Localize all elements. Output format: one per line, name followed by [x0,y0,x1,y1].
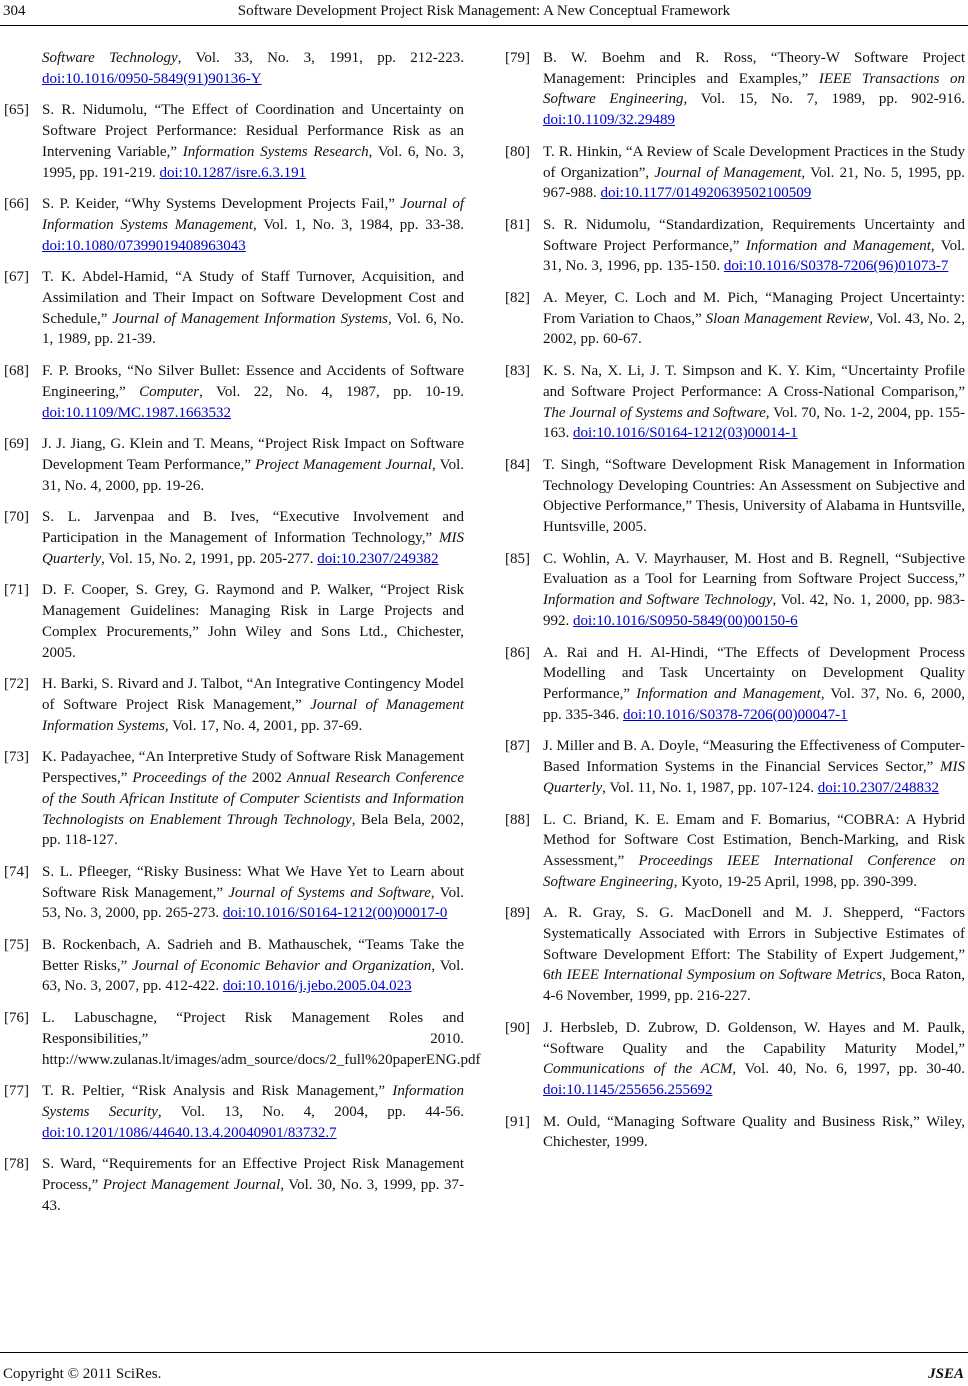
reference-source-title: Software Technology [42,50,178,66]
reference-text: S. P. Keider, “Why Systems Development Projects Fail,” [42,196,401,213]
reference-text: , Vol. 13, No. 4, 2004, pp. 44-56. [157,1103,464,1120]
reference-number: [83] [505,363,530,380]
reference-number: [76] [4,1010,29,1027]
reference-text: S. R. Nidumolu, “The Effect of Coordination and Uncertainty on Software Project Performance: Residual Performance Risk as an Intervening Variable,” [42,102,464,160]
reference-entry [505,1018,965,1101]
reference-text: , Vol. 1, No. 3, 1984, pp. 33-38. [253,216,465,233]
reference-source-title: th IEEE International Symposium on Software Metrics [550,967,883,984]
reference-source-title: Journal of Economic Behavior and Organization [132,957,432,974]
reference-number: [90] [505,1019,530,1036]
reference-number: [84] [505,456,530,473]
doi-link[interactable]: doi:10.2307/249382 [317,550,439,567]
reference-entry [4,1008,481,1070]
reference-text: A. R. Gray, S. G. MacDonell and M. J. Shepperd, “Factors Systematically Associated with Errors in Subjective Estimates of Software Development Effort: The Stability of Expert Judgement,” 6 [543,905,965,984]
footer-rule [0,1352,968,1353]
doi-link[interactable]: doi:10.1016/0950-5849(91)90136-Y [42,70,262,87]
reference-text: T. R. Hinkin, “A Review of Scale Development Practices in the Study of Organization”, [543,143,965,181]
reference-entry [4,100,464,183]
reference-number: [67] [4,269,29,286]
reference-text: , Vol. 63, No. 3, 2007, pp. 412-422. [42,957,465,995]
reference-source-title: MIS Quarterly [42,530,464,567]
reference-text: , Vol. 11, No. 1, 1987, pp. 107-124. [602,779,818,796]
reference-text: A. Meyer, C. Loch and M. Pich, “Managing Project Uncertainty: From Variation to Chaos,” [543,290,965,327]
reference-text: T. K. Abdel-Hamid, “A Study of Staff Turnover, Acquisition, and Assimilation and Their Impact on Software Development Cost and Schedule,” [42,269,464,327]
reference-number: [77] [4,1083,29,1100]
reference-entry [505,361,965,444]
doi-link[interactable]: doi:10.1109/MC.1987.1663532 [42,404,232,421]
reference-source-title: Journal of Information Systems Management [42,196,464,233]
doi-link[interactable]: doi:10.1287/isre.6.3.191 [159,164,307,181]
reference-text: , Vol. 31, No. 4, 2000, pp. 19-26. [42,456,465,494]
reference-text: , Vol. 6, No. 1, 1989, pp. 21-39. [42,310,464,348]
page-number: 304 [3,3,26,19]
reference-text: B. Rockenbach, A. Sadrieh and B. Mathauschek, “Teams Take the Better Risks,” [42,937,464,974]
reference-number: [87] [505,738,530,755]
doi-link[interactable]: doi:10.1201/1086/44640.13.4.20040901/83732.7 [42,1124,337,1141]
reference-number: [66] [4,196,29,213]
reference-entry [4,935,464,997]
reference-text: D. F. Cooper, S. Grey, G. Raymond and P. Walker, “Project Risk Management Guidelines: Managing Risk in Large Projects and Complex Procurements,” John Wiley and Sons Ltd., Chichester, 2005. [42,582,464,661]
reference-text: H. Barki, S. Rivard and J. Talbot, “An Integrative Contingency Model of Software Project Risk Management,” [42,676,464,713]
reference-number: [73] [4,749,29,766]
reference-text: , Vol. 15, No. 2, 1991, pp. 205-277. [101,550,318,567]
reference-number: [80] [505,143,530,160]
reference-text: , Vol. 6, No. 3, 1995, pp. 191-219. [42,143,464,181]
reference-number: [71] [4,582,29,599]
reference-entry [4,361,464,423]
reference-source-title: IEEE Transactions on Software Engineering [543,70,965,108]
reference-source-title: Communications of the ACM [543,1061,733,1078]
reference-number: [82] [505,290,530,307]
reference-text: S. R. Nidumolu, “Standardization, Requirements Uncertainty and Software Project Performance,” [543,216,965,254]
reference-number: [81] [505,216,530,233]
reference-entry [4,674,464,736]
reference-text: T. R. Peltier, “Risk Analysis and Risk Management,” [42,1083,393,1100]
reference-source-title: Information and Management [745,237,931,254]
reference-source-title: Proceedings of the [132,770,247,787]
reference-number: [86] [505,644,530,661]
doi-link[interactable]: doi:10.1016/S0378-7206(00)00047-1 [623,706,848,723]
reference-number: [75] [4,937,29,954]
reference-entry [505,142,965,204]
doi-link[interactable]: doi:10.1016/j.jebo.2005.04.023 [222,978,412,995]
references-left-column [4,48,481,1227]
reference-number: [91] [505,1113,530,1130]
reference-source-title: Information Systems Research [182,143,369,160]
reference-text: K. Padayachee, “An Interpretive Study of Software Risk Management Perspectives,” [42,749,464,787]
reference-text: , Vol. 21, No. 5, 1995, pp. 967-988. [543,164,965,202]
reference-entry [505,455,965,538]
reference-text: , Boca Raton, 4-6 November, 1999, pp. 216-227. [543,967,965,1005]
reference-text: , Vol. 43, No. 2, 2002, pp. 60-67. [543,310,965,348]
reference-text: , Vol. 40, No. 6, 1997, pp. 30-40. [732,1061,965,1078]
reference-entry [4,747,464,851]
doi-link[interactable]: doi:10.1016/S0164-1212(00)00017-0 [222,905,448,922]
reference-source-title: Proceedings IEEE International Conference on Software Engineering [543,852,965,890]
doi-link[interactable]: doi:10.1109/32.29489 [543,112,675,129]
reference-text: , Vol. 17, No. 4, 2001, pp. 37-69. [164,717,363,734]
reference-number: [65] [4,102,29,119]
doi-link[interactable]: doi:10.1016/S0378-7206(96)01073-7 [723,258,949,275]
reference-source-title: Information and Software Technology [543,592,773,609]
reference-text: J. Herbsleb, D. Zubrow, D. Goldenson, W. Hayes and M. Paulk, “Software Quality and the Capability Maturity Model,” [543,1019,965,1057]
reference-entry [4,194,464,256]
reference-number: [68] [4,363,29,380]
reference-text: M. Ould, “Managing Software Quality and Business Risk,” Wiley, Chichester, 1999. [543,1113,965,1151]
reference-source-title: Information and Management [636,685,821,702]
reference-text: T. Singh, “Software Development Risk Management in Information Technology Developing Countries: An Assessment on Subjective and Objective Performance,” Thesis, University of Alabama in Huntsville, Huntsville, 2005. [543,456,965,536]
reference-entry [505,810,965,893]
reference-entry [4,267,464,350]
reference-source-title: Annual Research Conference of the South African Institute of Computer Scientists and Information Technologists on Enablement Through Technology [42,770,465,828]
reference-entry [4,48,464,89]
reference-entry [505,736,965,798]
reference-text: A. Rai and H. Al-Hindi, “The Effects of Development Process Modelling and Task Uncertainty on Development Quality Performance,” [543,644,965,702]
reference-entry [505,1112,965,1153]
reference-text: S. Ward, “Requirements for an Effective Project Risk Management Process,” [42,1156,464,1194]
page-footer [0,1356,968,1380]
reference-text: J. Miller and B. A. Doyle, “Measuring the Effectiveness of Computer-Based Information Systems in the Financial Services Sector,” [543,738,965,776]
reference-text: , Vol. 42, No. 1, 2000, pp. 983-992. [543,592,965,629]
reference-entry [4,507,464,569]
page-header [0,0,968,32]
reference-entry [505,903,965,1007]
reference-entry [505,288,965,350]
reference-text: , Vol. 31, No. 3, 1996, pp. 135-150. [543,237,966,275]
reference-text: L. C. Briand, K. E. Emam and F. Bomarius, “COBRA: A Hybrid Method for Software Cost Estimation, Bench-Marking, and Risk Assessment,” [543,811,965,869]
reference-source-title: Sloan Management Review [705,310,870,327]
reference-text: , Vol. 22, No. 4, 1987, pp. 10-19. [199,383,465,400]
doi-link[interactable]: doi:10.1177/014920639502100509 [600,185,812,202]
reference-source-title: Journal of Management [654,164,802,181]
reference-text: , Vol. 30, No. 3, 1999, pp. 37-43. [42,1177,464,1214]
reference-text: , Kyoto, 19-25 April, 1998, pp. 390-399. [673,873,918,890]
reference-number: [74] [4,863,29,880]
reference-number: [78] [4,1156,29,1173]
journal-abbrev: JSEA [928,1366,964,1382]
reference-source-title: The Journal of Systems and Software [543,404,766,421]
reference-entry [505,549,965,632]
reference-number: [85] [505,550,530,567]
reference-source-title: Project Management Journal [255,456,433,473]
doi-link[interactable]: doi:10.1145/255656.255692 [543,1081,713,1098]
reference-text: K. S. Na, X. Li, J. T. Simpson and K. Y. Kim, “Uncertainty Profile and Software Project Performance: A Cross-National Comparison,” [543,363,965,400]
reference-text: , Vol. 15, No. 7, 1989, pp. 902-916. [683,91,965,108]
reference-text: S. L. Pfleeger, “Risky Business: What We Have Yet to Learn about Software Risk Management,” [42,863,464,901]
reference-text: S. L. Jarvenpaa and B. Ives, “Executive Involvement and Participation in the Management of Information Technology,” [42,509,464,547]
reference-entry [4,434,464,496]
reference-text: C. Wohlin, A. V. Mayrhauser, M. Host and B. Regnell, “Subjective Evaluation as a Tool for Learning from Software Project Success,” [543,550,965,588]
reference-number: [69] [4,436,29,453]
reference-entry [4,862,464,924]
doi-link[interactable]: doi:10.1016/S0950-5849(00)00150-6 [573,612,798,629]
reference-source-title: Journal of Management Information Systems [42,696,465,734]
reference-number: [72] [4,676,29,693]
reference-entry [505,215,965,277]
reference-text: J. J. Jiang, G. Klein and T. Means, “Project Risk Impact on Software Development Team Performance,” [42,436,464,473]
reference-source-title: Computer [139,383,200,400]
running-title: Software Development Project Risk Management: A New Conceptual Framework [237,3,731,19]
reference-entry [4,1081,464,1143]
reference-number: [89] [505,905,530,922]
reference-text: , Vol. 70, No. 1-2, 2004, pp. 155-163. [543,404,965,442]
header-rule [0,25,968,26]
reference-source-title: Information Systems Security [42,1083,464,1120]
doi-link[interactable]: doi:10.1016/S0164-1212(03)00014-1 [573,425,798,442]
reference-number: [88] [505,811,530,828]
reference-text: 2002 [246,770,287,787]
reference-entry [4,580,464,663]
reference-source-title: MIS Quarterly [543,759,965,796]
copyright-notice: Copyright © 2011 SciRes. [3,1366,162,1382]
reference-text: F. P. Brooks, “No Silver Bullet: Essence and Accidents of Software Engineering,” [42,363,464,400]
reference-entry [505,48,965,131]
doi-link[interactable]: doi:10.2307/248832 [817,779,940,796]
reference-source-title: Journal of Management Information Systems [112,310,388,327]
reference-source-title: Journal of Systems and Software [228,884,431,901]
reference-source-title: Project Management Journal [102,1177,281,1194]
reference-entry [4,1154,464,1216]
reference-text: , Vol. 37, No. 6, 2000, pp. 335-346. [543,685,965,723]
reference-text: , Vol. 33, No. 3, 1991, pp. 212-223. [177,50,464,66]
reference-number: [79] [505,50,530,66]
reference-number: [70] [4,509,29,526]
reference-text: L. Labuschagne, “Project Risk Management Roles and Responsibilities,” 2010. http://www.zulanas.lt/images/adm_source/docs/2_full%20paperENG.pdf [42,1010,481,1068]
doi-link[interactable]: doi:10.1080/07399019408963043 [42,237,246,254]
reference-entry [505,643,965,726]
reference-text: B. W. Boehm and R. Ross, “Theory-W Software Project Management: Principles and Examples,” [543,50,965,87]
reference-text: , Vol. 53, No. 3, 2000, pp. 265-273. [42,884,464,922]
references-right-column [505,48,965,1164]
reference-text: , Bela Bela, 2002, pp. 118-127. [42,811,464,849]
